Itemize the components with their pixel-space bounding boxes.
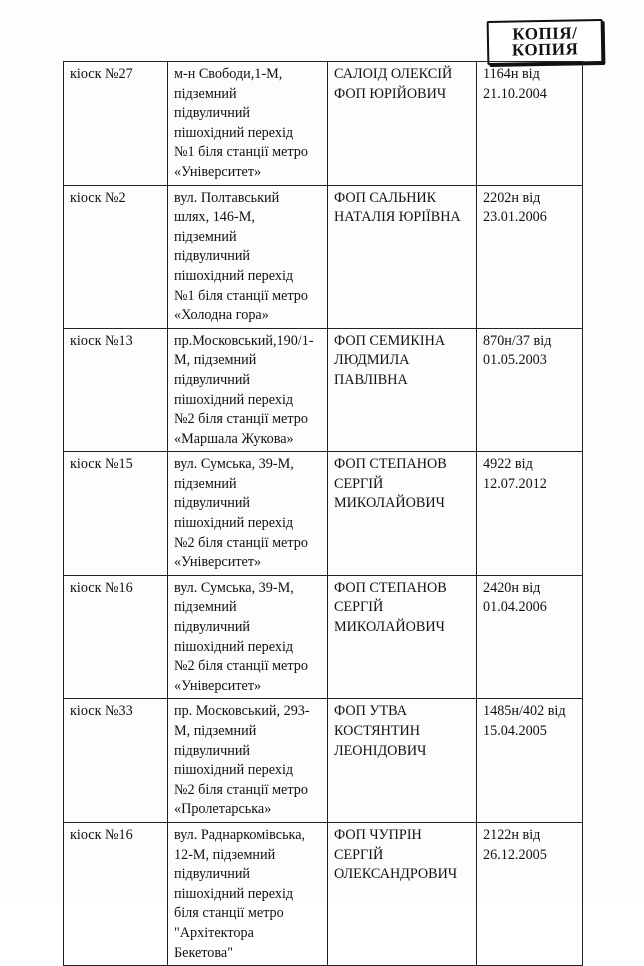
address-cell	[168, 699, 328, 823]
address-line: М, підземний	[174, 352, 257, 369]
address-line: м-н Свободи,1-М,	[174, 66, 283, 82]
owner-line: ФОП ЮРІЙОВИЧ	[334, 85, 447, 102]
owner-cell	[328, 575, 477, 699]
address-line: пішохідний перехід	[174, 762, 294, 779]
table-row	[64, 699, 583, 823]
owner-line: МИКОЛАЙОВИЧ	[334, 495, 445, 512]
owner-line: НАТАЛІЯ ЮРІЇВНА	[334, 209, 461, 226]
address-cell	[168, 328, 328, 452]
address-line: Бекетова"	[174, 944, 233, 961]
address-line: вул. Раднаркомівська,	[174, 826, 306, 843]
document-cell	[477, 452, 583, 576]
owner-line: СЕРГІЙ	[334, 846, 384, 863]
address-line: пішохідний перехід	[174, 124, 294, 141]
kiosk-cell: кіоск №16	[64, 822, 168, 965]
kiosk-cell: кіоск №27	[64, 62, 168, 186]
address-line: №1 біля станції метро	[174, 144, 308, 161]
address-line: шлях, 146-М,	[174, 209, 255, 226]
address-line: №2 біля станції метро	[174, 411, 308, 428]
kiosk-registry-table	[63, 61, 583, 966]
owner-line: ПАВЛІВНА	[334, 371, 408, 388]
address-line: «Холодна гора»	[174, 307, 269, 324]
address-line: підвуличний	[174, 742, 251, 759]
address-line: вул. Полтавський	[174, 189, 280, 206]
copy-stamp	[487, 19, 604, 65]
address-line: №1 біля станції метро	[174, 287, 308, 304]
document-line: 15.04.2005	[483, 723, 547, 739]
owner-line: ФОП УТВА	[334, 703, 407, 720]
table-row	[64, 822, 583, 965]
owner-line: СЕРГІЙ	[334, 475, 384, 492]
address-line: №2 біля станції метро	[174, 781, 308, 798]
document-line: 01.04.2006	[483, 599, 547, 616]
address-line: пішохідний перехід	[174, 391, 294, 408]
address-line: підземний	[174, 85, 237, 102]
address-line: підвуличний	[174, 105, 251, 122]
table-row	[64, 328, 583, 452]
owner-cell	[328, 185, 477, 328]
address-cell	[168, 185, 328, 328]
owner-line: ФОП САЛЬНИК	[334, 189, 437, 206]
address-line: пр. Московський, 293-	[174, 703, 310, 720]
address-line: пішохідний перехід	[174, 515, 294, 532]
address-cell	[168, 822, 328, 965]
address-line: «Університет»	[174, 677, 262, 694]
document-cell	[477, 822, 583, 965]
document-line: 2420н від	[483, 579, 541, 596]
owner-line: ФОП СТЕПАНОВ	[334, 579, 447, 596]
document-line: 12.07.2012	[483, 475, 547, 492]
address-line: біля станції метро	[174, 905, 284, 922]
address-line: пішохідний перехід	[174, 267, 294, 284]
document-line: 23.01.2006	[483, 209, 547, 226]
address-line: №2 біля станції метро	[174, 534, 308, 551]
table-row	[64, 185, 583, 328]
kiosk-cell: кіоск №13	[64, 328, 168, 452]
owner-line: САЛОІД ОЛЕКСІЙ	[334, 66, 453, 82]
address-line: підземний	[174, 475, 237, 492]
owner-cell	[328, 699, 477, 823]
address-line: підвуличний	[174, 371, 251, 388]
owner-line: ФОП СЕМИКІНА	[334, 332, 446, 349]
address-line: вул. Сумська, 39-М,	[174, 456, 294, 473]
address-line: «Університет»	[174, 554, 262, 571]
owner-line: ЛЕОНІДОВИЧ	[334, 742, 427, 759]
address-cell	[168, 575, 328, 699]
address-cell	[168, 62, 328, 186]
kiosk-cell: кіоск №33	[64, 699, 168, 823]
document-line: 2122н від	[483, 826, 541, 843]
stamp-line-2: КОПИЯ	[511, 39, 579, 60]
document-line: 01.05.2003	[483, 352, 547, 369]
document-line: 870н/37 від	[483, 332, 552, 349]
address-line: "Архітектора	[174, 924, 254, 941]
address-line: пр.Московський,190/1-	[174, 332, 314, 349]
address-line: «Пролетарська»	[174, 801, 272, 818]
document-line: 1485н/402 від	[483, 703, 566, 720]
address-line: підвуличний	[174, 866, 251, 883]
kiosk-cell: кіоск №15	[64, 452, 168, 576]
document-line: 21.10.2004	[483, 85, 547, 102]
table-row	[64, 62, 583, 186]
stamp-line-1: КОПІЯ/	[512, 23, 578, 44]
owner-line: КОСТЯНТИН	[334, 723, 420, 739]
address-line: вул. Сумська, 39-М,	[174, 579, 294, 596]
owner-cell	[328, 62, 477, 186]
address-line: підвуличний	[174, 248, 251, 265]
document-cell	[477, 185, 583, 328]
kiosk-cell: кіоск №16	[64, 575, 168, 699]
owner-line: ФОП СТЕПАНОВ	[334, 456, 447, 473]
address-line: підвуличний	[174, 619, 251, 636]
address-line: пішохідний перехід	[174, 885, 294, 902]
address-line: підвуличний	[174, 495, 251, 512]
document-cell	[477, 575, 583, 699]
owner-cell	[328, 452, 477, 576]
owner-line: ФОП ЧУПРІН	[334, 826, 422, 843]
address-cell	[168, 452, 328, 576]
document-line: 1164н від	[483, 66, 540, 82]
address-line: підземний	[174, 599, 237, 616]
owner-line: МИКОЛАЙОВИЧ	[334, 619, 445, 636]
address-line: М, підземний	[174, 723, 257, 739]
address-line: №2 біля станції метро	[174, 658, 308, 675]
address-line: «Маршала Жукова»	[174, 430, 294, 447]
document-cell	[477, 699, 583, 823]
table-row	[64, 452, 583, 576]
owner-line: ЛЮДМИЛА	[334, 352, 410, 369]
table-row	[64, 575, 583, 699]
address-line: 12-М, підземний	[174, 846, 276, 863]
document-cell	[477, 328, 583, 452]
owner-cell	[328, 328, 477, 452]
owner-line: ОЛЕКСАНДРОВИЧ	[334, 866, 458, 883]
owner-cell	[328, 822, 477, 965]
address-line: пішохідний перехід	[174, 638, 294, 655]
document-cell	[477, 62, 583, 186]
document-line: 4922 від	[483, 456, 533, 473]
address-line: підземний	[174, 228, 237, 245]
document-line: 26.12.2005	[483, 846, 547, 863]
kiosk-cell: кіоск №2	[64, 185, 168, 328]
owner-line: СЕРГІЙ	[334, 599, 384, 616]
address-line: «Університет»	[174, 163, 262, 180]
document-line: 2202н від	[483, 189, 541, 206]
